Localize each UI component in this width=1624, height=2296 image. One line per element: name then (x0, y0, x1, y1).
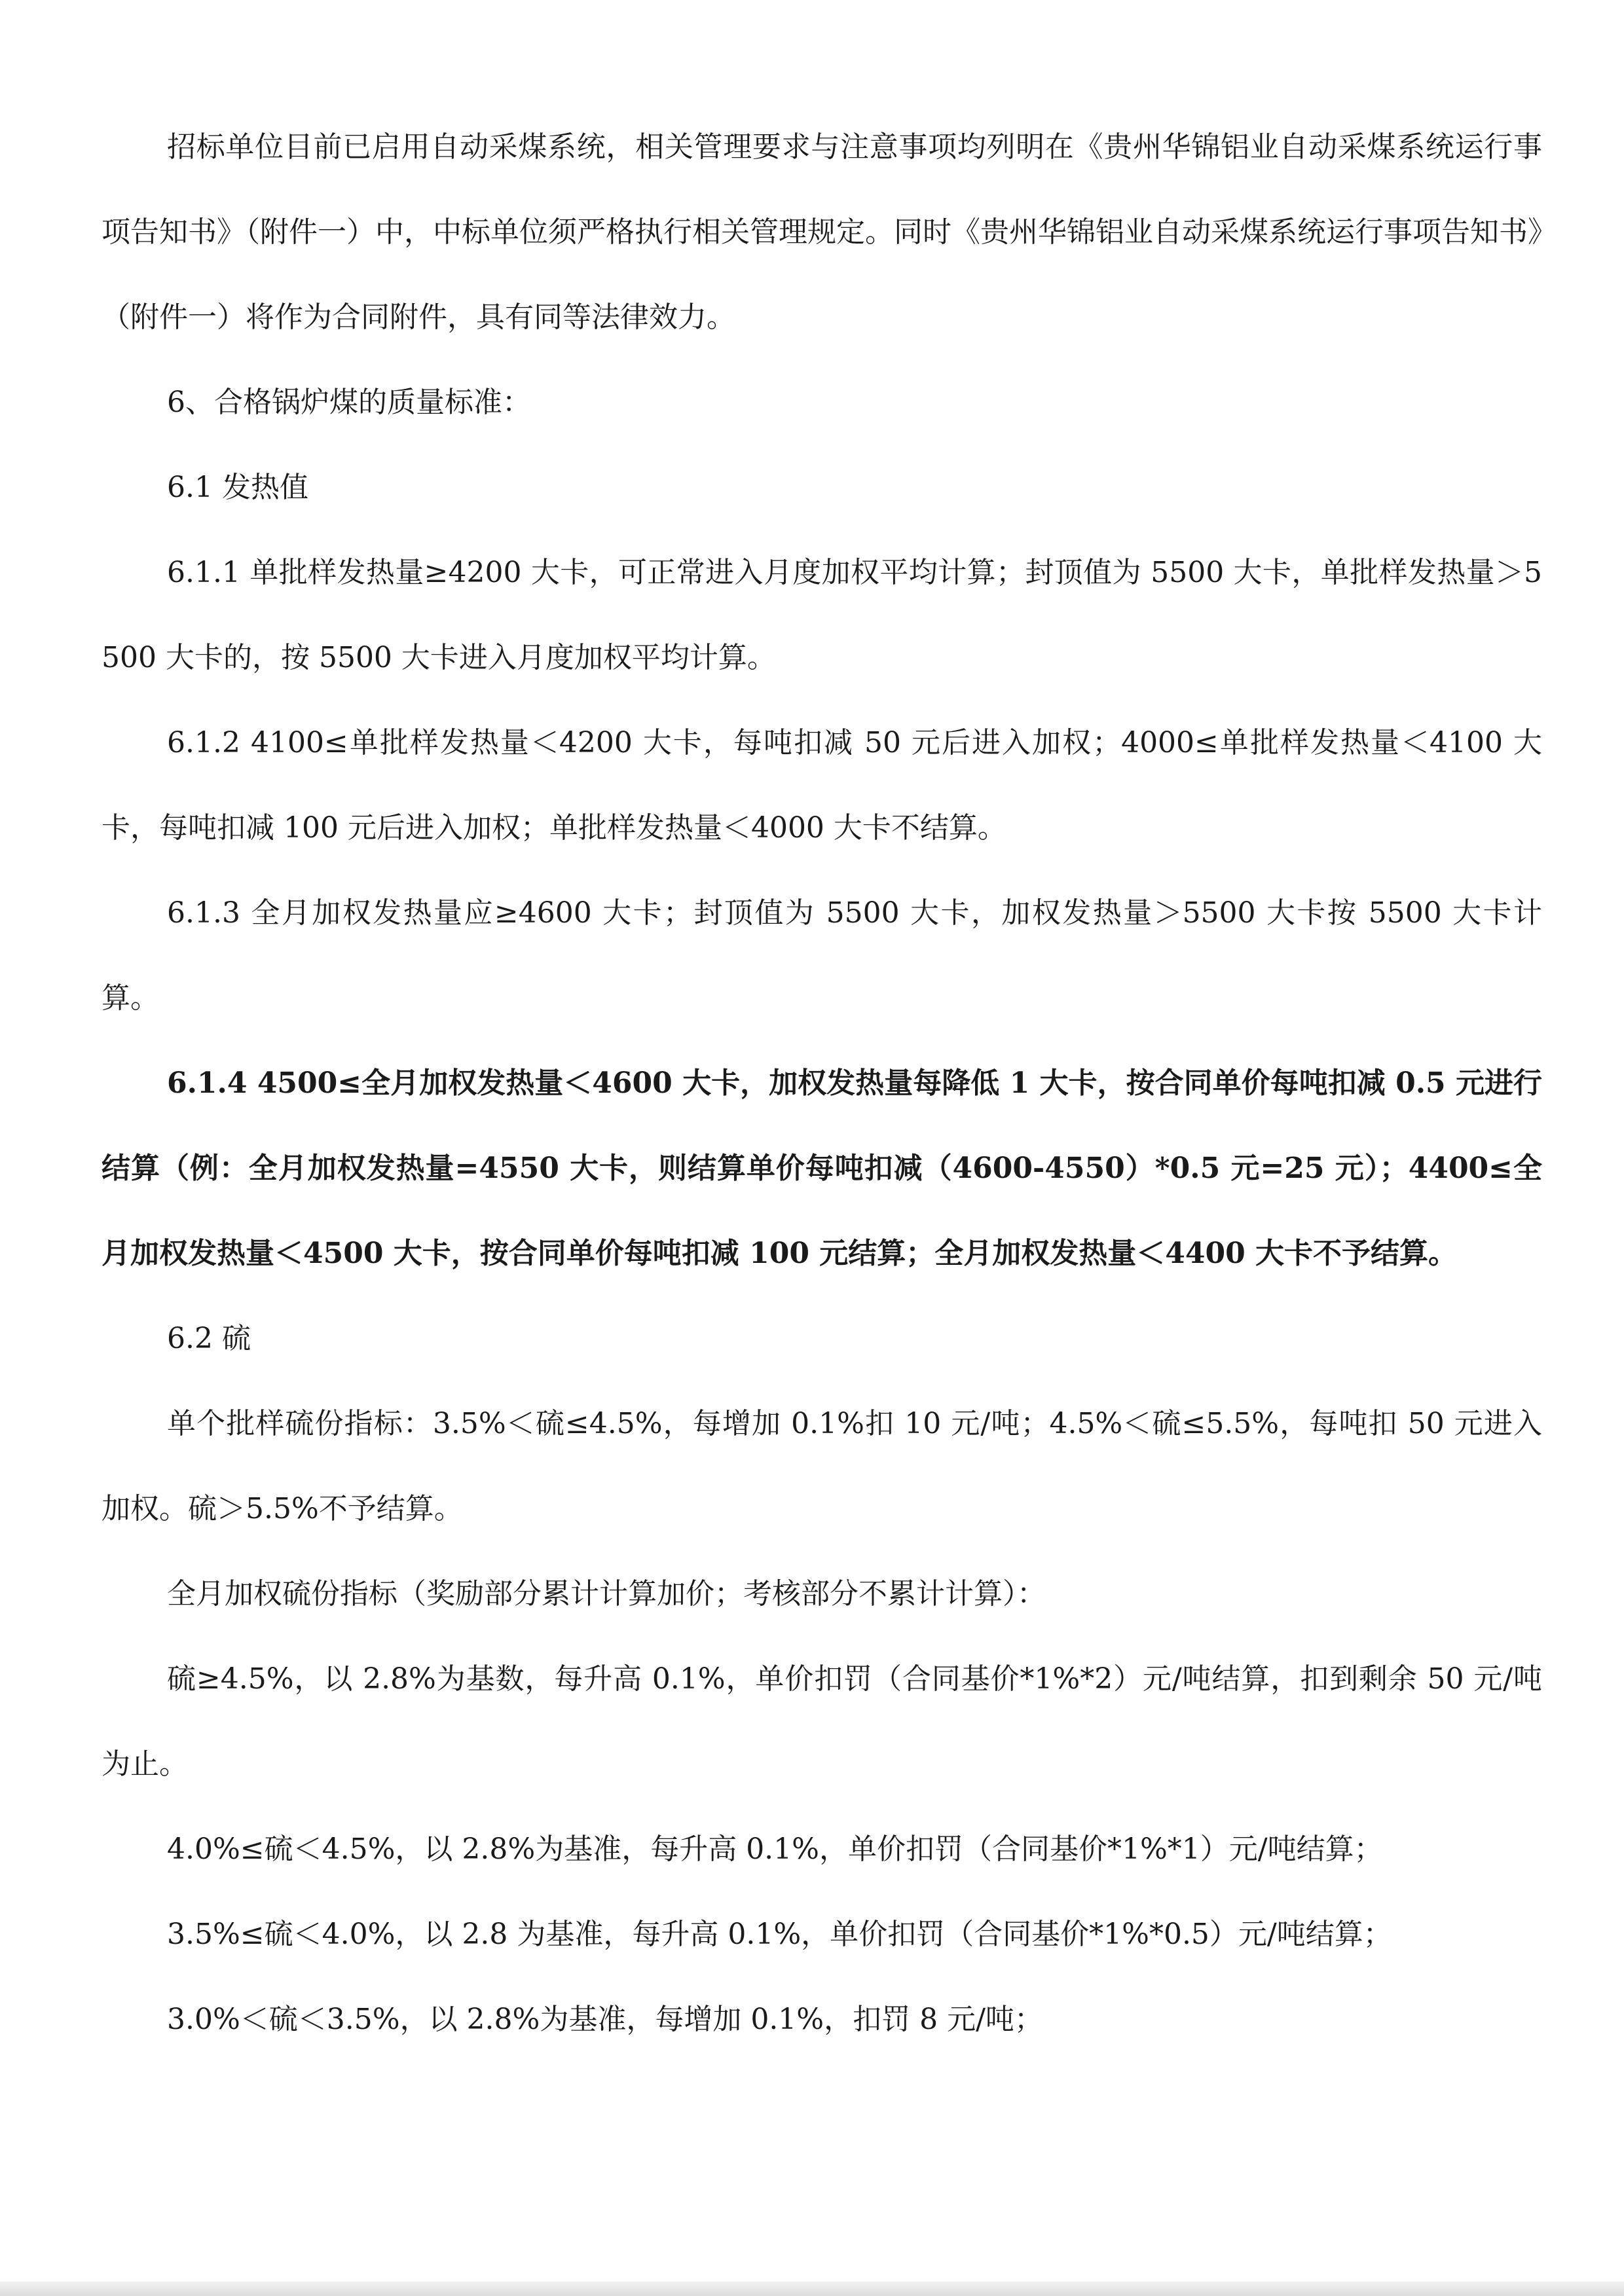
clause-6-1-1: 6.1.1 单批样发热量≥4200 大卡，可正常进入月度加权平均计算；封顶值为 5500 大卡，单批样发热量＞5500 大卡的，按 5500 大卡进入月度加权平均计算。 (101, 556, 1542, 674)
clause-sulfur-above-4-5: 硫≥4.5%，以 2.8%为基数，每升高 0.1%，单价扣罚（合同基价*1%*2）元/吨结算，扣到剩余 50 元/吨为止。 (101, 1662, 1542, 1781)
section-heading-6: 6、合格锅炉煤的质量标准： (167, 386, 531, 419)
document-body (101, 105, 1542, 2062)
scan-bottom-edge (0, 2282, 1624, 2296)
clause-monthly-sulfur-heading: 全月加权硫份指标（奖励部分累计计算加价；考核部分不累计计算）： (167, 1577, 1046, 1611)
section-heading-6-1: 6.1 发热值 (167, 471, 308, 504)
paragraph-intro: 招标单位目前已启用自动采煤系统，相关管理要求与注意事项均列明在《贵州华锦铝业自动采煤系统运行事项告知书》（附件一）中，中标单位须严格执行相关管理规定。同时《贵州华锦铝业自动采煤系统运行事项告知书》（附件一）将作为合同附件，具有同等法律效力。 (101, 130, 1542, 334)
clause-6-1-4: 6.1.4 4500≤全月加权发热量＜4600 大卡，加权发热量每降低 1 大卡，按合同单价每吨扣减 0.5 元进行结算（例：全月加权发热量=4550 大卡，则结算单价每吨扣减（4600-4550）*0.5 元=25 元）；4400≤全月加权发热量＜4500 大卡，按合同单价每吨扣减 100 元结算；全月加权发热量＜4400 大卡不予结算。 (101, 1066, 1542, 1270)
section-heading-6-2: 6.2 硫 (167, 1322, 251, 1355)
clause-6-1-2: 6.1.2 4100≤单批样发热量＜4200 大卡，每吨扣减 50 元后进入加权；4000≤单批样发热量＜4100 大卡，每吨扣减 100 元后进入加权；单批样发热量＜4000 大卡不结算。 (101, 726, 1542, 845)
clause-sulfur-3-5-to-4-0: 3.5%≤硫＜4.0%，以 2.8 为基准，每升高 0.1%，单价扣罚（合同基价*1%*0.5）元/吨结算； (167, 1918, 1392, 1951)
clause-sulfur-4-0-to-4-5: 4.0%≤硫＜4.5%，以 2.8%为基准，每升高 0.1%，单价扣罚（合同基价*1%*1）元/吨结算； (167, 1832, 1383, 1866)
clause-6-1-3: 6.1.3 全月加权发热量应≥4600 大卡；封顶值为 5500 大卡，加权发热量＞5500 大卡按 5500 大卡计算。 (101, 896, 1542, 1015)
clause-sulfur-3-0-to-3-5: 3.0%＜硫＜3.5%，以 2.8%为基准，每增加 0.1%，扣罚 8 元/吨； (167, 2003, 1043, 2036)
clause-single-batch-sulfur: 单个批样硫份指标：3.5%＜硫≤4.5%，每增加 0.1%扣 10 元/吨；4.5%＜硫≤5.5%，每吨扣 50 元进入加权。硫＞5.5%不予结算。 (101, 1407, 1542, 1525)
